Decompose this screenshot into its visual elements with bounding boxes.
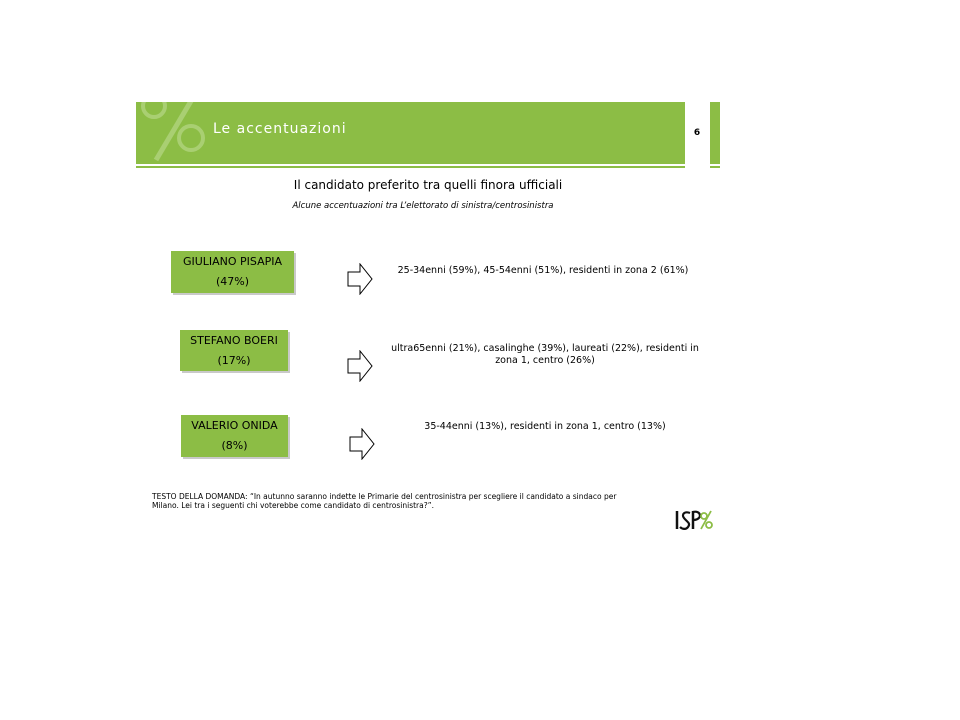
candidate-box-onida	[181, 415, 288, 457]
candidate-percent: (8%)	[221, 439, 248, 452]
accentuations-text: ultra65enni (21%), casalinghe (39%), laureati (22%), residenti in zona 1, centro (26%)	[391, 343, 699, 366]
main-title: Il candidato preferito tra quelli finora ufficiali	[293, 178, 563, 192]
candidate-name: GIULIANO PISAPIA	[182, 255, 283, 268]
candidate-percent: (17%)	[217, 353, 251, 367]
candidate-name: VALERIO ONIDA	[191, 419, 278, 432]
candidate-name: STEFANO BOERI	[190, 333, 278, 347]
ispo-logo	[673, 508, 715, 532]
accentuations-text: 35-44enni (13%), residenti in zona 1, centro (13%)	[424, 421, 666, 432]
page-number: 6	[693, 128, 701, 138]
accentuations-text: 25-34enni (59%), 45-54enni (51%), residenti in zona 2 (61%)	[397, 265, 689, 276]
arrow-right-icon	[349, 428, 375, 460]
side-accent-bar	[710, 102, 720, 164]
percent-icon	[136, 102, 216, 164]
page-title: Le accentuazioni	[213, 121, 347, 137]
subtitle: Alcune accentuazioni tra L’elettorato di sinistra/centrosinistra	[292, 201, 554, 211]
question-footnote: TESTO DELLA DOMANDA: “In autunno saranno indette le Primarie del centrosinistra per scegliere il candidato a sindaco per Milano. Lei tra i seguenti chi voterebbe come candidato di centrosinistra?”.	[152, 492, 617, 510]
arrow-right-icon	[347, 350, 373, 382]
side-divider	[710, 166, 720, 168]
header-divider	[136, 166, 685, 168]
candidate-box-boeri	[180, 330, 288, 371]
candidate-percent: (47%)	[215, 275, 250, 288]
slide-header	[136, 102, 685, 164]
candidate-box-pisapia	[171, 251, 294, 293]
arrow-right-icon	[347, 263, 373, 295]
